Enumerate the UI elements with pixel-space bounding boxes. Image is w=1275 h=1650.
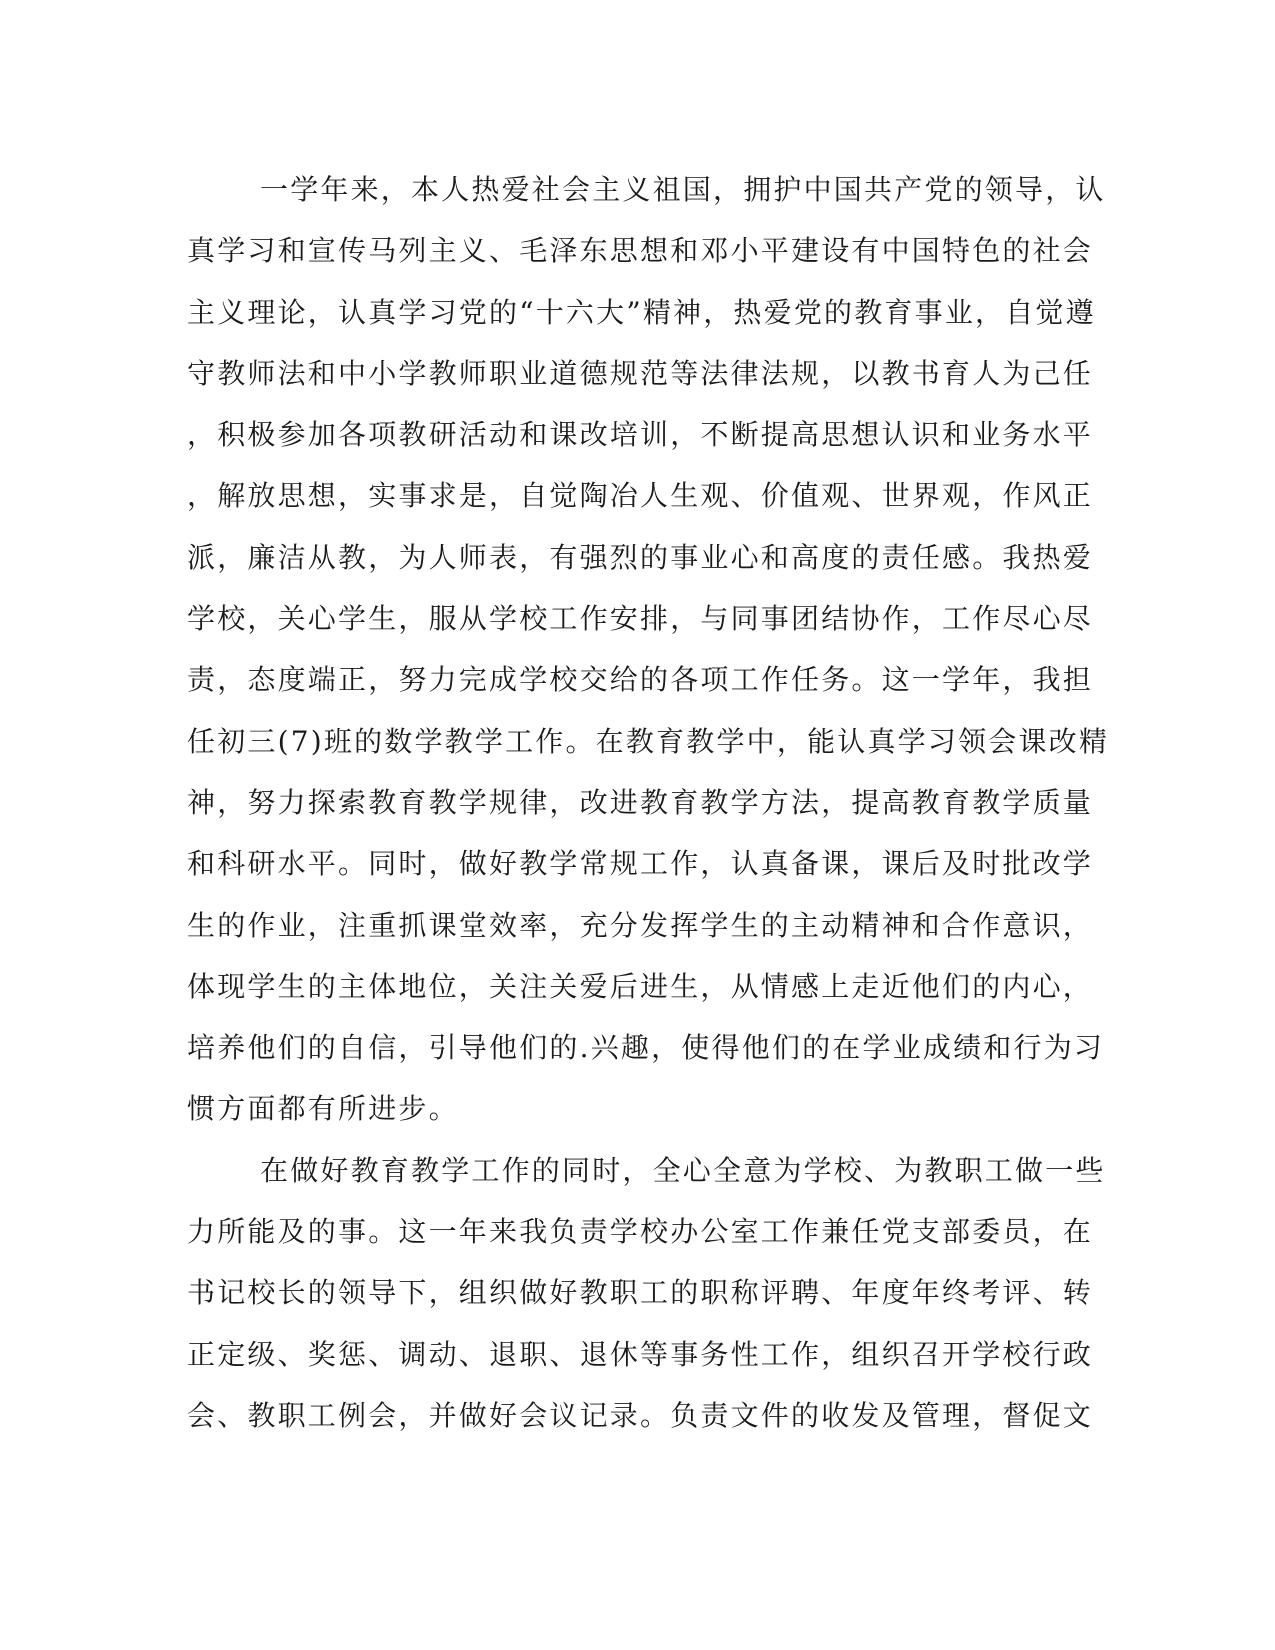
text-line: 体现学生的主体地位，关注关爱后进生，从情感上走近他们的内心， — [187, 969, 1094, 1003]
text-line: 学校，关心学生，服从学校工作安排，与同事团结协作，工作尽心尽 — [187, 602, 1094, 636]
text-line: 派，廉洁从教，为人师表，有强烈的事业心和高度的责任感。我热爱 — [187, 540, 1094, 574]
text-line: 任初三(7)班的数学教学工作。在教育教学中，能认真学习领会课改精 — [187, 724, 1110, 758]
text-line: 书记校长的领导下，组织做好教职工的职称评聘、年度年终考评、转 — [187, 1276, 1094, 1310]
text-line: 一学年来，本人热爱社会主义祖国，拥护中国共产党的领导，认 — [260, 173, 1106, 206]
text-line: 会、教职工例会，并做好会议记录。负责文件的收发及管理，督促文 — [187, 1398, 1094, 1432]
text-line: 正定级、奖惩、调动、退职、退休等事务性工作，组织召开学校行政 — [187, 1337, 1094, 1371]
text-line: ，解放思想，实事求是，自觉陶冶人生观、价值观、世界观，作风正 — [187, 479, 1094, 513]
text-line: ，积极参加各项教研活动和课改培训，不断提高思想认识和业务水平 — [187, 418, 1094, 452]
paragraph-1 — [187, 159, 1110, 1140]
paragraph-2 — [187, 1140, 1106, 1446]
text-line: 神，努力探索教育教学规律，改进教育教学方法，提高教育教学质量 — [187, 785, 1094, 819]
document-body — [187, 159, 1110, 1446]
text-line: 守教师法和中小学教师职业道德规范等法律法规，以教书育人为己任 — [187, 356, 1094, 390]
text-line: 生的作业，注重抓课堂效率，充分发挥学生的主动精神和合作意识， — [187, 908, 1094, 942]
text-line: 真学习和宣传马列主义、毛泽东思想和邓小平建设有中国特色的社会 — [187, 234, 1094, 268]
text-line: 惯方面都有所进步。 — [187, 1092, 459, 1126]
text-line: 和科研水平。同时，做好教学常规工作，认真备课，课后及时批改学 — [187, 847, 1094, 881]
text-line: 责，态度端正，努力完成学校交给的各项工作任务。这一学年，我担 — [187, 663, 1094, 697]
text-line: 在做好教育教学工作的同时，全心全意为学校、为教职工做一些 — [260, 1153, 1106, 1187]
text-line: 力所能及的事。这一年来我负责学校办公室工作兼任党支部委员，在 — [187, 1215, 1094, 1249]
text-line: 主义理论，认真学习党的“十六大”精神，热爱党的教育事业，自觉遵 — [187, 295, 1096, 329]
text-line: 培养他们的自信，引导他们的.兴趣，使得他们的在学业成绩和行为习 — [187, 1031, 1105, 1065]
